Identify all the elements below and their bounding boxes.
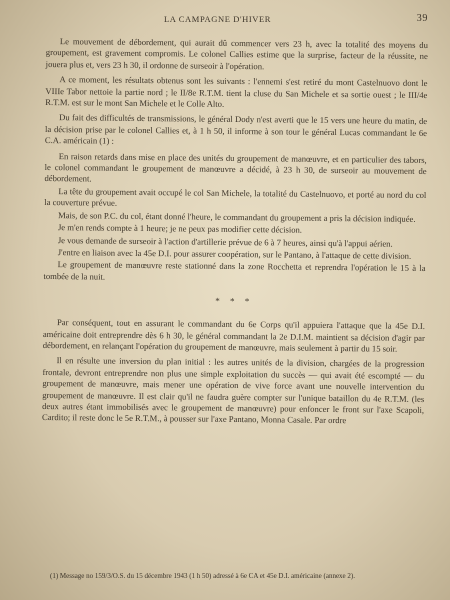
quoted-paragraph: Le groupement de manœuvre reste stationné dans la zone Rocchetta et reprendra l'opération le 15 à la tombée de la nuit.: [43, 259, 426, 282]
quoted-paragraph: J'entre en liaison avec la 45e D.I. pour assurer coopération, sur le Pantano, à l'attaque de cette division.: [57, 247, 412, 261]
paragraph: Il en résulte une inversion du plan initial : les autres unités de la division, chargées de la progression frontale, devront entreprendre non plus une simple exploitation du succès — qui avait été escompté — du groupement de manœuvre, mais mener une opération de vive force avant une nouvelle intervention du groupement de manœuvre. Il est clair qu'il ne faudra guère compter sur l'unique bataillon du 4e R.T.M. (les deux autres étant immobilisés avec le groupement de manœuvre) pour enfoncer le front sur l'axe Scapoli, Cardito; il reste donc le 5e R.T.M., à pousser sur l'axe Pantano, Monna Casale. Par ordre: [41, 355, 425, 426]
paragraph: Le mouvement de débordement, qui aurait dû commencer vers 23 h, avec la totalité des moyens du groupement, est gravement compromis. Le colonel Callies estime que la surprise, facteur de la réussite, ne jouera plus et, vers 23 h 30, il ordonne de surseoir à l'opération.: [45, 36, 428, 72]
section-separator: * * *: [215, 295, 254, 307]
paragraph: A ce moment, les résultats obtenus sont les suivants : l'ennemi s'est retiré du mont Castelnuovo dont le VIIIe Tabor nettoie la partie nord ; le II/8e R.T.M. tient la cluse du San Michele et sa sortie ouest ; le III/4e R.T.M. est sur le mont San Michele et le Colle Alto.: [45, 74, 428, 109]
quoted-paragraph: Mais, de son P.C. du col, étant donné l'heure, le commandant du groupement a pris la décision indiquée.: [58, 209, 416, 224]
paragraph: Par conséquent, tout en assurant le commandant du 6e Corps qu'il appuiera l'attaque que la 45e D.I. américaine doit entreprendre dès 6 h 30, le général commandant la 2e D.I.M. maintient sa décision d'agir par débordement, en relançant l'opération du groupement de manœuvre, mais seulement à partir du 15 soir.: [42, 317, 426, 354]
paragraph: Du fait des difficultés de transmissions, le général Dody n'est averti que le 15 vers une heure du matin, de la décision prise par le colonel Callies et, à 1 h 50, il informe à son tour le général Lucas commandant le 6e C.A. américain (1) :: [44, 112, 428, 146]
quoted-paragraph: En raison retards dans mise en place des unités du groupement de manœuvre, et en particulier des tabors, le colonel commandant le groupement de manœuvre a décidé, à 23 h 30, de surseoir au mouvement de débordement.: [44, 150, 427, 184]
running-header: [44, 14, 428, 28]
running-title: LA CAMPAGNE D'HIVER: [164, 14, 272, 24]
footnote: (1) Message no 159/3/O.S. du 15 décembre 1943 (1 h 50) adressé à 6e CA et 45e D.I. américaine (annexe 2).: [50, 572, 355, 580]
quoted-paragraph: La tête du groupement avait occupé le col San Michele, la totalité du Castelnuovo, et porté au nord du col la couverture prévue.: [44, 186, 427, 209]
quoted-paragraph: Je m'en rends compte à 1 heure; je ne peux pas modifier cette décision.: [57, 222, 303, 235]
page-body: [42, 36, 428, 432]
page-number: 39: [416, 13, 428, 24]
quoted-paragraph: Je vous demande de surseoir à l'action d'artillerie prévue de 6 à 7 heures, ainsi qu'à l'appui aérien.: [57, 234, 393, 249]
